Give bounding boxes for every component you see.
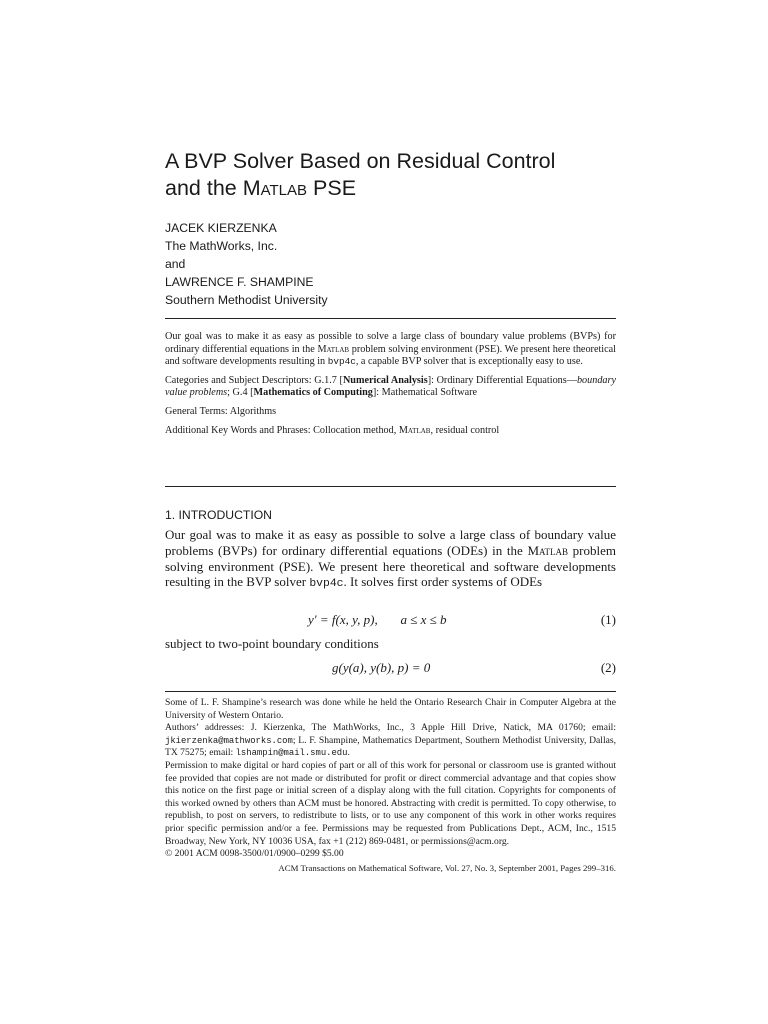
- paper-title: [165, 148, 616, 202]
- journal-citation: ACM Transactions on Mathematical Software, Vol. 27, No. 3, September 2001, Pages 299–316.: [278, 863, 616, 873]
- author-affiliation-1: The MathWorks, Inc.: [165, 239, 278, 253]
- abstract-top-rule: [165, 318, 616, 319]
- equation-1-ode: y′ = f(x, y, p),: [308, 612, 378, 627]
- author-name-2: LAWRENCE F. SHAMPINE: [165, 275, 314, 289]
- email-kierzenka[interactable]: jkierzenka@mathworks.com: [165, 735, 293, 746]
- intro-text-c: . It solves first order systems of ODEs: [343, 574, 543, 590]
- abstract-code-bvp4c: bvp4c: [327, 356, 356, 368]
- categories-text-c: ]: Ordinary Differential Equations—: [427, 374, 577, 386]
- title-line-1: A BVP Solver Based on Residual Control: [165, 149, 556, 173]
- boundary-conditions-text: subject to two-point boundary conditions: [165, 636, 379, 651]
- subject-descriptors: [165, 375, 616, 400]
- email-shampine[interactable]: lshampin@mail.smu.edu: [235, 748, 348, 759]
- intro-text-b: problem solving environment (PSE). We present here theoretical and software developments resulting in the BVP solver: [165, 542, 616, 590]
- keywords-text-b: , residual control: [430, 424, 500, 436]
- categories-numerical-analysis: Numerical Analysis: [342, 374, 428, 386]
- general-terms: General Terms: Algorithms: [165, 405, 277, 417]
- title-matlab: Matlab: [242, 176, 308, 200]
- footnote-block: [165, 697, 616, 861]
- abstract-text-b: problem solving environment (PSE). We present here theoretical and software developments resulting in: [165, 343, 616, 368]
- categories-bvp-italic: boundary value problems: [165, 374, 616, 399]
- footnote-addresses: [165, 722, 616, 760]
- keywords-text-a: Additional Key Words and Phrases: Collocation method,: [165, 424, 399, 436]
- footnote-permission: Permission to make digital or hard copies of part or all of this work for personal or classroom use is granted without fee provided that copies are not made or distributed for profit or direct commercial advantage and that copies show this notice on the first page or initial screen of a display along with the full citation. Copyrights for components of this worked owned by others than ACM must be honored. Abstracting with credit is permitted. To copy otherwise, to republish, to post on servers, to redistribute to lists, or to use any component of this work in other works requires prior specific permission and/or a fee. Permissions may be requested from Publications Dept., ACM, Inc., 1515 Broadway, New York, NY 10036 USA, fax +1 (212) 869-0481, or permissions@acm.org.: [165, 759, 616, 847]
- author-affiliation-2: Southern Methodist University: [165, 293, 328, 307]
- author-block: [165, 219, 328, 309]
- footnote-research: Some of L. F. Shampine’s research was done while he held the Ontario Research Chair in Computer Algebra at the University of Western Ontario.: [165, 697, 616, 721]
- section-heading-introduction: 1. INTRODUCTION: [165, 508, 272, 522]
- categories-text-a: Categories and Subject Descriptors: G.1.7 [: [165, 374, 343, 386]
- categories-text-d: ; G.4 [: [227, 387, 254, 399]
- abstract-block: [165, 331, 616, 443]
- abstract-matlab: Matlab: [317, 343, 350, 355]
- categories-mathematics-of-computing: Mathematics of Computing: [253, 387, 373, 399]
- address-text-b: ; L. F. Shampine, Mathematics Department, Southern Methodist University, Dallas, TX 75275; email:: [165, 734, 616, 759]
- abstract-text-a: Our goal was to make it as easy as possible to solve a large class of boundary value problems (BVPs) for ordinary differential equations in the: [165, 331, 616, 355]
- equation-1-range: a ≤ x ≤ b: [400, 612, 447, 627]
- abstract-paragraph: [165, 331, 616, 369]
- equation-2-number: (2): [600, 660, 616, 675]
- equation-2-bc: g(y(a), y(b), p) = 0: [332, 660, 431, 675]
- address-text-a: Authors’ addresses: J. Kierzenka, The MathWorks, Inc., 3 Apple Hill Drive, Natick, MA 01760; email:: [165, 722, 616, 734]
- intro-text-a: Our goal was to make it as easy as possible to solve a large class of boundary value problems (BVPs) for ordinary differential equations (ODEs) in the: [165, 527, 616, 558]
- equation-2-expression: [332, 660, 430, 676]
- equation-1-number: (1): [600, 612, 616, 627]
- title-line-2-prefix: and the: [165, 176, 243, 200]
- keywords-matlab: Matlab: [398, 424, 431, 436]
- address-text-c: .: [347, 747, 350, 759]
- author-conjunction: and: [165, 257, 186, 271]
- footnote-copyright: © 2001 ACM 0098-3500/01/0900–0299 $5.00: [165, 848, 344, 860]
- equation-1-expression: [308, 612, 447, 628]
- abstract-text-c: , a capable BVP solver that is exceptionally easy to use.: [355, 356, 583, 368]
- key-words: [165, 425, 616, 438]
- intro-matlab: Matlab: [527, 542, 568, 558]
- author-name-1: JACEK KIERZENKA: [165, 221, 277, 235]
- introduction-paragraph: [165, 527, 616, 593]
- intro-code-bvp4c: bvp4c: [309, 578, 344, 591]
- categories-text-e: ]: Mathematical Software: [372, 387, 478, 399]
- title-line-2-suffix: PSE: [307, 176, 357, 200]
- abstract-bottom-rule: [165, 486, 616, 487]
- footnote-rule: [165, 691, 616, 692]
